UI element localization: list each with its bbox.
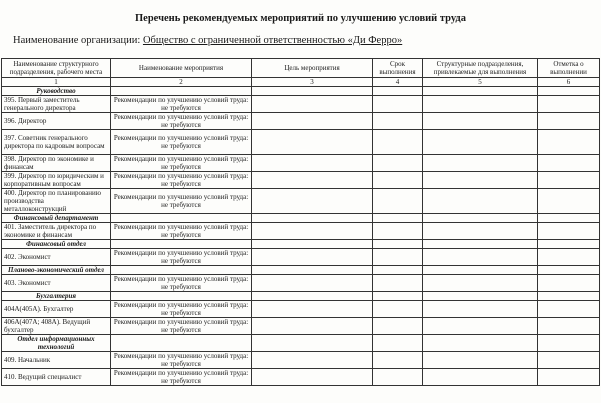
empty-cell: [252, 335, 373, 352]
section-title: Финансовый отдел: [2, 240, 111, 249]
measure-cell: Рекомендации по улучшению условий труда: не требуются: [111, 130, 252, 155]
table-row: [2, 130, 600, 155]
empty-cell: [538, 189, 600, 214]
measure-cell: Рекомендации по улучшению условий труда: не требуются: [111, 155, 252, 172]
empty-cell: [252, 130, 373, 155]
header-cell: Отметка о выполнении: [538, 59, 600, 78]
header-cell: Цель мероприятия: [252, 59, 373, 78]
empty-cell: [538, 266, 600, 275]
empty-cell: [538, 155, 600, 172]
empty-cell: [111, 266, 252, 275]
section-row: [2, 240, 600, 249]
empty-cell: [252, 155, 373, 172]
column-number-row: [2, 78, 600, 87]
empty-cell: [423, 240, 538, 249]
empty-cell: [252, 275, 373, 292]
empty-cell: [423, 249, 538, 266]
header-cell: Срок выполнения: [373, 59, 423, 78]
measure-cell: Рекомендации по улучшению условий труда: не требуются: [111, 189, 252, 214]
table-row: [2, 155, 600, 172]
table-row: [2, 96, 600, 113]
empty-cell: [373, 96, 423, 113]
empty-cell: [111, 87, 252, 96]
empty-cell: [538, 214, 600, 223]
org-label: Наименование организации:: [13, 35, 141, 46]
empty-cell: [111, 292, 252, 301]
empty-cell: [252, 172, 373, 189]
section-row: [2, 87, 600, 96]
empty-cell: [373, 292, 423, 301]
empty-cell: [423, 87, 538, 96]
empty-cell: [252, 240, 373, 249]
empty-cell: [538, 249, 600, 266]
workplace-cell: 395. Первый заместитель генерального директора: [2, 96, 111, 113]
empty-cell: [373, 172, 423, 189]
empty-cell: [252, 301, 373, 318]
workplace-cell: 406А(407А; 408А). Ведущий бухгалтер: [2, 318, 111, 335]
header-cell: Наименование структурного подразделения, рабочего места: [2, 59, 111, 78]
table-body: [2, 87, 600, 386]
measure-cell: Рекомендации по улучшению условий труда: не требуются: [111, 352, 252, 369]
section-row: [2, 335, 600, 352]
empty-cell: [423, 266, 538, 275]
empty-cell: [252, 352, 373, 369]
empty-cell: [373, 301, 423, 318]
empty-cell: [111, 214, 252, 223]
empty-cell: [252, 249, 373, 266]
empty-cell: [373, 275, 423, 292]
empty-cell: [423, 301, 538, 318]
measure-cell: Рекомендации по улучшению условий труда: не требуются: [111, 96, 252, 113]
empty-cell: [538, 352, 600, 369]
empty-cell: [423, 130, 538, 155]
header-cell: Наименование мероприятия: [111, 59, 252, 78]
empty-cell: [252, 214, 373, 223]
measure-cell: Рекомендации по улучшению условий труда: не требуются: [111, 249, 252, 266]
table-row: [2, 301, 600, 318]
empty-cell: [252, 369, 373, 386]
measure-cell: Рекомендации по улучшению условий труда: не требуются: [111, 172, 252, 189]
table-row: [2, 352, 600, 369]
empty-cell: [373, 266, 423, 275]
workplace-cell: 400. Директор по планированию производства металлоконструкций: [2, 189, 111, 214]
table-row: [2, 113, 600, 130]
workplace-cell: 404А(405А). Бухгалтер: [2, 301, 111, 318]
empty-cell: [252, 266, 373, 275]
measures-table: [1, 58, 600, 386]
section-title: Руководство: [2, 87, 111, 96]
empty-cell: [538, 318, 600, 335]
measure-cell: Рекомендации по улучшению условий труда: не требуются: [111, 369, 252, 386]
measure-cell: Рекомендации по улучшению условий труда: не требуются: [111, 223, 252, 240]
empty-cell: [423, 155, 538, 172]
workplace-cell: 399. Директор по юридическим и корпоративным вопросам: [2, 172, 111, 189]
table-row: [2, 172, 600, 189]
workplace-cell: 403. Экономист: [2, 275, 111, 292]
empty-cell: [252, 318, 373, 335]
section-title: Отдел информационных технологий: [2, 335, 111, 352]
empty-cell: [423, 318, 538, 335]
empty-cell: [538, 223, 600, 240]
empty-cell: [373, 214, 423, 223]
section-row: [2, 266, 600, 275]
empty-cell: [111, 240, 252, 249]
empty-cell: [423, 275, 538, 292]
workplace-cell: 396. Директор: [2, 113, 111, 130]
column-number: 1: [2, 78, 111, 87]
column-number: 6: [538, 78, 600, 87]
empty-cell: [373, 318, 423, 335]
empty-cell: [252, 113, 373, 130]
empty-cell: [538, 87, 600, 96]
empty-cell: [538, 172, 600, 189]
empty-cell: [423, 113, 538, 130]
workplace-cell: 410. Ведущий специалист: [2, 369, 111, 386]
column-number: 2: [111, 78, 252, 87]
section-title: Финансовый департамент: [2, 214, 111, 223]
empty-cell: [423, 223, 538, 240]
empty-cell: [538, 275, 600, 292]
measure-cell: Рекомендации по улучшению условий труда: не требуются: [111, 318, 252, 335]
workplace-cell: 397. Советник генерального директора по кадровым вопросам: [2, 130, 111, 155]
section-row: [2, 214, 600, 223]
header-row: [2, 59, 600, 78]
empty-cell: [423, 369, 538, 386]
workplace-cell: 402. Экономист: [2, 249, 111, 266]
empty-cell: [373, 189, 423, 214]
empty-cell: [538, 369, 600, 386]
empty-cell: [373, 335, 423, 352]
empty-cell: [252, 96, 373, 113]
empty-cell: [373, 155, 423, 172]
column-number: 5: [423, 78, 538, 87]
table-row: [2, 189, 600, 214]
empty-cell: [373, 352, 423, 369]
section-title: Бухгалтерия: [2, 292, 111, 301]
empty-cell: [423, 96, 538, 113]
empty-cell: [423, 189, 538, 214]
empty-cell: [373, 87, 423, 96]
header-cell: Структурные подразделения, привлекаемые для выполнения: [423, 59, 538, 78]
document-title: Перечень рекомендуемых мероприятий по улучшению условий труда: [135, 13, 466, 24]
empty-cell: [252, 292, 373, 301]
empty-cell: [538, 113, 600, 130]
empty-cell: [423, 214, 538, 223]
table-row: [2, 318, 600, 335]
empty-cell: [538, 301, 600, 318]
empty-cell: [538, 292, 600, 301]
empty-cell: [111, 335, 252, 352]
empty-cell: [423, 292, 538, 301]
table-row: [2, 275, 600, 292]
org-name: Общество с ограниченной ответственностью «Ди Ферро»: [142, 35, 403, 46]
workplace-cell: 398. Директор по экономике и финансам: [2, 155, 111, 172]
empty-cell: [252, 223, 373, 240]
empty-cell: [373, 249, 423, 266]
workplace-cell: 409. Начальник: [2, 352, 111, 369]
section-row: [2, 292, 600, 301]
column-number: 3: [252, 78, 373, 87]
empty-cell: [252, 189, 373, 214]
column-number: 4: [373, 78, 423, 87]
measure-cell: Рекомендации по улучшению условий труда: не требуются: [111, 275, 252, 292]
measure-cell: Рекомендации по улучшению условий труда: не требуются: [111, 301, 252, 318]
empty-cell: [252, 87, 373, 96]
empty-cell: [423, 352, 538, 369]
workplace-cell: 401. Заместитель директора по экономике и финансам: [2, 223, 111, 240]
empty-cell: [423, 335, 538, 352]
empty-cell: [373, 113, 423, 130]
empty-cell: [538, 130, 600, 155]
empty-cell: [538, 240, 600, 249]
section-title: Планово-экономический отдел: [2, 266, 111, 275]
empty-cell: [538, 96, 600, 113]
empty-cell: [373, 223, 423, 240]
empty-cell: [373, 130, 423, 155]
empty-cell: [423, 172, 538, 189]
table-row: [2, 369, 600, 386]
measure-cell: Рекомендации по улучшению условий труда: не требуются: [111, 113, 252, 130]
table-row: [2, 223, 600, 240]
empty-cell: [538, 335, 600, 352]
empty-cell: [373, 369, 423, 386]
empty-cell: [373, 240, 423, 249]
table-row: [2, 249, 600, 266]
organization-line: [13, 35, 402, 46]
